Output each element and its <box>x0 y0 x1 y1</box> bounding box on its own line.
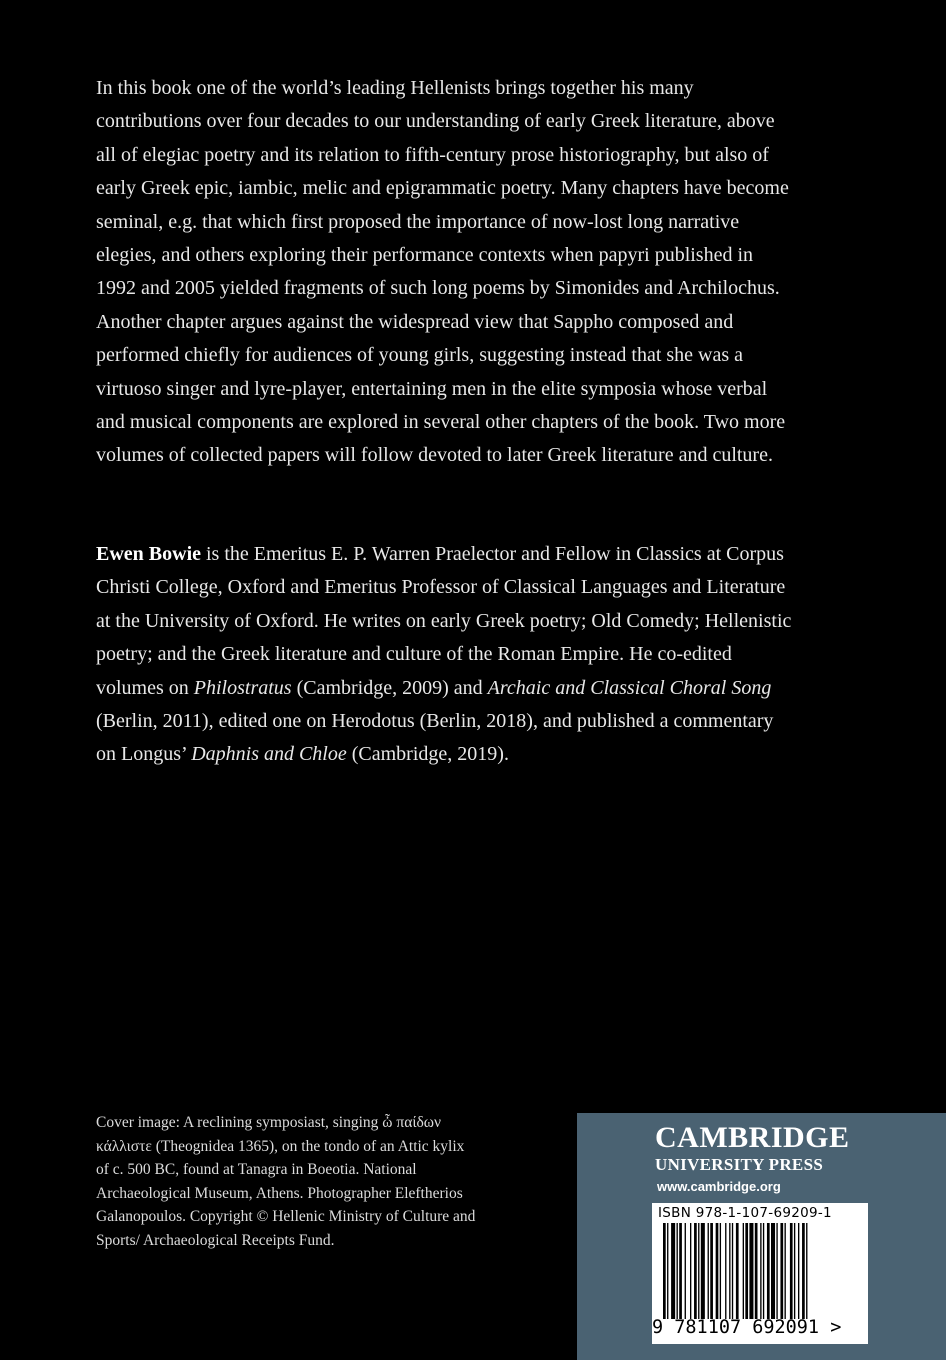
barcode-bar <box>667 1223 668 1319</box>
barcode-bar <box>671 1223 675 1319</box>
barcode-bar <box>790 1223 793 1319</box>
barcode-bar <box>732 1223 733 1319</box>
barcode-bar <box>736 1223 739 1319</box>
barcode-bar <box>745 1223 748 1319</box>
barcode-bar <box>720 1223 721 1319</box>
bio-text-1: is the Emeritus E. P. Warren Praelector and Fellow in Classics at Corpus Christi College, Oxford and Emeritus Professor of Classical Languages and Literature at the University of Oxford. He writes on early Greek poetry; Old Comedy; Hellenistic poetry; and the Greek literature and culture of the Roman Empire. He co-edited volumes on <box>96 543 792 699</box>
barcode-bar <box>708 1223 709 1319</box>
barcode-bar <box>716 1223 719 1319</box>
barcode-bar <box>698 1223 699 1319</box>
isbn-label: ISBN 978-1-107-69209-1 <box>658 1205 832 1221</box>
barcode-box <box>652 1203 868 1344</box>
barcode-bar <box>679 1223 682 1319</box>
barcode-bar <box>710 1223 713 1319</box>
barcode-bar <box>794 1223 795 1319</box>
barcode-bar <box>690 1223 691 1319</box>
barcode-bar <box>771 1223 775 1319</box>
barcode-bar <box>743 1223 744 1319</box>
barcode-bar <box>749 1223 753 1319</box>
bio-text-4: (Cambridge, 2019). <box>346 743 509 766</box>
barcode-bar <box>785 1223 786 1319</box>
barcode-bar <box>725 1223 726 1319</box>
book-description: In this book one of the world’s leading Hellenists brings together his many contributions over four decades to our understanding of early Greek literature, above all of elegiac poetry and its relation to fifth-century prose historiography, but also of early Greek epic, iambic, melic and epigrammatic poetry. Many chapters have become seminal, e.g. that which first proposed the importance of now-lost long narrative elegies, and others exploring their performance contexts when papyri published in 1992 and 2005 yielded fragments of such long poems by Simonides and Archilochus. Another chapter argues against the widespread view that Sappho composed and performed chiefly for audiences of young girls, suggesting instead that she was a virtuoso singer and lyre-player, entertaining men in the elite symposia whose verbal and musical components are explored in several other chapters of the book. Two more volumes of collected papers will follow devoted to later Greek literature and culture. <box>96 77 789 467</box>
bio-text-2: (Cambridge, 2009) and <box>291 676 488 699</box>
barcode-bar <box>677 1223 678 1319</box>
publisher-logo-line1: CAMBRIDGE <box>655 1121 850 1154</box>
barcode-bar <box>798 1223 799 1319</box>
cover-image-credit: Cover image: A reclining symposiast, singing ὦ παίδων κάλλιστε (Theognidea 1365), on the tondo of an Attic kylix of c. 500 BC, found at Tanagra in Boeotia. National Archaeological Museum, Athens. Photographer Eleftherios Galanopoulos. Copyright © Hellenic Ministry of Culture and Sports/ Archaeological Receipts Fund. <box>96 1114 476 1249</box>
bio-text-3: (Berlin, 2011), edited one on Herodotus (Berlin, 2018), and published a commentary on Longus’ <box>96 710 774 766</box>
barcode-bar <box>760 1223 761 1319</box>
author-biography <box>96 538 796 772</box>
barcode-bar <box>729 1223 730 1319</box>
barcode-bar <box>685 1223 686 1319</box>
barcode-bar <box>767 1223 770 1319</box>
publisher-website: www.cambridge.org <box>657 1179 781 1194</box>
barcode-bar <box>701 1223 705 1319</box>
book-title-daphnis: Daphnis and Chloe <box>191 743 347 766</box>
barcode-bar <box>694 1223 697 1319</box>
barcode-bar <box>763 1223 764 1319</box>
barcode-bar <box>755 1223 758 1319</box>
barcode-bar <box>780 1223 783 1319</box>
barcode-bar <box>806 1223 807 1319</box>
publisher-logo-line2: UNIVERSITY PRESS <box>655 1155 824 1174</box>
barcode-bar <box>663 1223 666 1319</box>
barcode-bar <box>802 1223 805 1319</box>
book-title-choral-song: Archaic and Classical Choral Song <box>487 676 772 699</box>
author-name: Ewen Bowie <box>96 543 201 565</box>
publisher-panel <box>577 1113 946 1360</box>
barcode-icon <box>663 1223 848 1319</box>
book-title-philostratus: Philostratus <box>193 676 292 699</box>
barcode-bar <box>776 1223 777 1319</box>
ean-digits: 9 781107 692091 > <box>652 1317 842 1338</box>
